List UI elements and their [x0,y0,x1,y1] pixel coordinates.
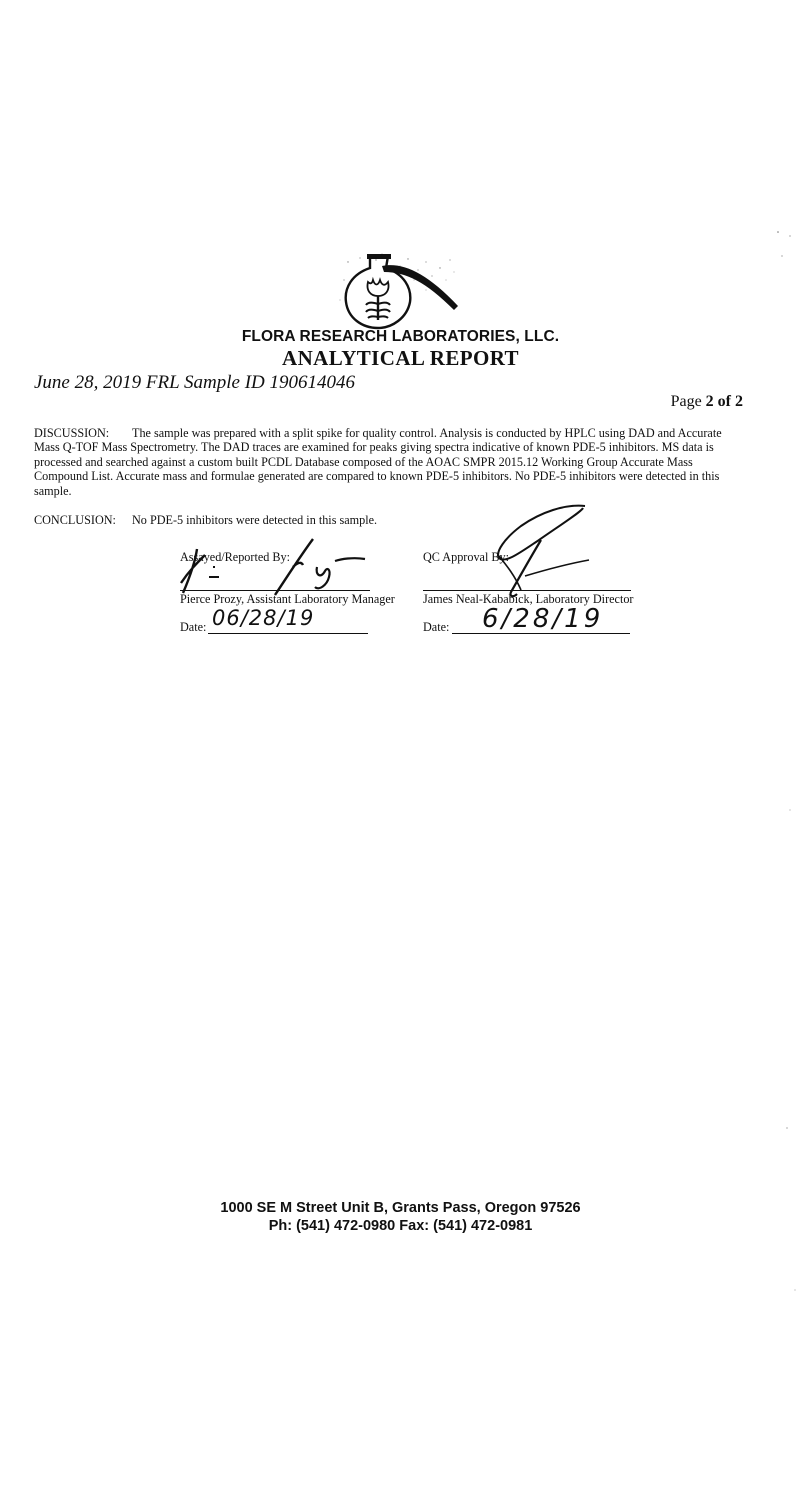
conclusion-section [34,513,377,528]
page-number [671,393,743,411]
page-of: of [717,393,731,410]
date-sample-id-line: June 28, 2019 FRL Sample ID 190614046 [34,372,356,393]
assayed-reported-by-label: Assayed/Reported By: [180,550,291,564]
left-date-line [208,633,368,634]
discussion-label: DISCUSSION: [34,426,110,440]
company-name: FLORA RESEARCH LABORATORIES, LLC. [241,328,560,345]
left-name-title: Pierce Prozy, Assistant Laboratory Manager [180,592,395,606]
conclusion-label: CONCLUSION: [34,513,116,527]
discussion-section [34,426,738,498]
conclusion-text: No PDE-5 inhibitors were detected in this sample. [132,513,378,527]
discussion-text: The sample was prepared with a split spike for quality control. Analysis is conducted by HPLC using DAD and Accurate Mass Q-TOF Mass Spectrometry. The DAD traces are examined for peaks giving spectra indicative of known PDE-5 inhibitors. MS data is processed and searched against a custom built PCDL Database composed of the AOAC SMPR 2015.12 Working Group Accurate Mass Compound List. Accurate mass and formulae generated are compared to known PDE-5 inhibitors. No PDE-5 inhibitors were detected in this sample. [34,426,722,498]
page-current: 2 [705,393,714,410]
report-title: ANALYTICAL REPORT [282,346,519,370]
right-signature-image [455,500,605,660]
right-handwritten-date: 6/28/19 [482,604,604,634]
left-signature-image [175,533,375,601]
footer-address: 1000 SE M Street Unit B, Grants Pass, Oregon 97526 [220,1200,581,1216]
left-handwritten-date: 06/28/19 [212,606,315,630]
right-date-label: Date: [423,620,450,634]
page-label: Page [670,393,702,410]
qc-approval-by-label: QC Approval By: [423,550,509,564]
footer-phone-fax: Ph: (541) 472-0980 Fax: (541) 472-0981 [268,1218,533,1234]
right-name-title: James Neal-Kababick, Laboratory Director [423,592,634,606]
left-date-label: Date: [180,620,207,634]
page-total: 2 [735,393,743,410]
flask-flower-pestle-logo-icon [330,250,470,330]
